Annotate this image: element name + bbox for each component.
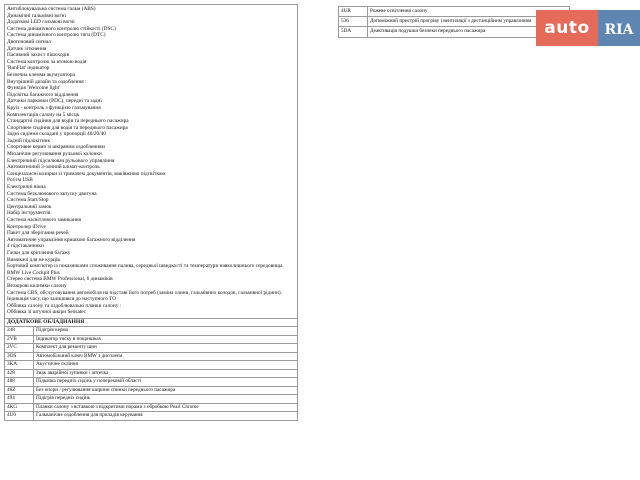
standard-equipment-item: Антиблокувальна система гальм (ABS)	[7, 6, 96, 12]
table-row	[5, 352, 298, 361]
standard-equipment-item: Автоматичний 3-зонний клімат-контроль	[7, 164, 100, 171]
standard-equipment-item: Сонцезахисні козирки зі тримачем документів, маківжною підсвіткою	[7, 170, 166, 177]
watermark-ria-badge	[598, 10, 640, 46]
standard-equipment-item: Спортивне кермо зі шкіряним оздобленням	[7, 144, 105, 151]
optional-equipment-table	[4, 326, 298, 421]
table-row	[5, 344, 298, 353]
auto-ria-watermark	[536, 10, 640, 46]
standard-equipment-item: Стерео система BMW Professional, 6 динаміків	[7, 276, 113, 283]
standard-equipment-item: Функція 'Welcome light'	[7, 85, 61, 92]
option-name: Рожеве освітлення салону	[368, 7, 570, 17]
standard-equipment-item: Оббивка салону та оздоблювальні планки салону :	[7, 302, 122, 309]
standard-equipment-item: Круїз - контроль з функцією гальмування	[7, 104, 101, 111]
ria-logo-icon	[598, 10, 640, 46]
standard-equipment-item: Гачки для кріплення багажу	[7, 249, 71, 256]
option-name: Знак аварійної зупинки і аптечка	[34, 369, 298, 378]
standard-equipment-item: Датчики парковки (PDC), передні та задні	[7, 98, 102, 105]
option-code: 248	[5, 327, 34, 336]
option-code: 428	[5, 369, 34, 378]
standard-equipment-item: Велюрові килимки салону	[7, 282, 67, 289]
standard-equipment-item: 4 підстаканники	[7, 243, 44, 250]
option-code: 3KA	[5, 361, 34, 370]
option-code: 3OS	[5, 352, 34, 361]
standard-equipment-item: Роз'єм USB	[7, 177, 33, 184]
standard-equipment-item: Індикація часу, що залишився до наступного ТО	[7, 296, 117, 303]
option-name: Автомобільний ключ BMW з дисплеєм	[34, 352, 298, 361]
option-code: 5DA	[339, 27, 368, 37]
standard-equipment-item: Система динамічного контролю тяги (DTC)	[7, 32, 106, 39]
standard-equipment-item: Система безключового запуску двигуна	[7, 190, 97, 197]
table-row	[5, 403, 298, 412]
watermark-ria-text: RIA	[604, 22, 634, 38]
standard-equipment-item: Двотоновий сигнал	[7, 38, 51, 45]
standard-equipment-item: Внутрішній дизайн та оздоблення :	[7, 78, 87, 85]
standard-equipment-item: Система динамічного контролю стійкості (DSC)	[7, 25, 116, 32]
standard-equipment-item: Задній підлокітник	[7, 137, 51, 144]
optional-equipment-heading: ДОДАТКОВЕ ОБЛАДНАННЯ	[4, 318, 298, 326]
table-row	[5, 386, 298, 395]
standard-equipment-item: Бортовий комп'ютер із показниками споживання палива, середньої швидкості та температури навколишнього середовища	[7, 263, 283, 270]
table-row	[339, 17, 570, 27]
option-name: Гальванічне оздоблення для приладів керування	[34, 412, 298, 421]
table-row	[5, 369, 298, 378]
option-name: Допоміжний пристрій прогріву і вентиляції з дистанційним управлінням	[368, 17, 570, 27]
option-name: Акустичне скління	[34, 361, 298, 370]
table-row	[5, 378, 298, 387]
standard-equipment-item: Центральний замок	[7, 203, 52, 210]
option-name: Комплект для ремонту шин	[34, 344, 298, 353]
standard-equipment-item: Спортивне сидіння для водія та переднього пасажира	[7, 124, 128, 131]
standard-equipment-item: Механічне регулювання рульової колонки	[7, 151, 102, 158]
standard-equipment-item: Система Start/Stop	[7, 197, 49, 204]
standard-equipment-item: Комплектація салону на 5 місць	[7, 111, 80, 118]
option-name: Підігрів передніх сидінь	[34, 395, 298, 404]
table-row	[5, 361, 298, 370]
option-code: 4KG	[5, 403, 34, 412]
standard-equipment-item: Задні сидіння складані у пропорції 40/20/40	[7, 131, 106, 138]
watermark-auto-text: auto	[536, 10, 598, 46]
standard-equipment-item: 'RunFlat' індикатор	[7, 65, 50, 72]
standard-equipment-item: Набір інструментів	[7, 210, 51, 217]
table-row	[5, 412, 298, 421]
standard-equipment-item: Електричні вікна	[7, 184, 46, 191]
standard-equipment-item: Автоматичне управління кришкою багажного відділення	[7, 236, 136, 243]
option-code: 536	[339, 17, 368, 27]
standard-equipment-list	[4, 4, 298, 318]
option-name: Деактивація подушки безпеки переднього пасажира	[368, 27, 570, 37]
option-name: Планки салону з вставкою з відкритими порами з обробкою Pearl Chrome	[34, 403, 298, 412]
standard-equipment-item: Система CBS, обслуговування автомобіля на підставі його потреб (заміна олини, гальмівних колодок, гальмівної рідини).	[7, 289, 282, 296]
standard-equipment-item: Стандартні сидіння для водія та переднього пасажира	[7, 118, 129, 125]
standard-equipment-item: Система насвітлового замикання	[7, 217, 82, 223]
option-name: Підкачка передніх сидінь у поперековій області	[34, 378, 298, 387]
standard-equipment-item: Контролер iDrive	[7, 223, 46, 230]
table-row	[339, 27, 570, 37]
standard-equipment-item: Електричний підсилювач рульового управління	[7, 157, 115, 164]
standard-equipment-item: Вимикачі для не курців	[7, 256, 60, 263]
option-code: 4UR	[339, 7, 368, 17]
table-row	[5, 327, 298, 336]
standard-equipment-item: Підсвітка багажного відділення	[7, 91, 79, 98]
option-name: Без опори / регулювання ширини спинки переднього пасажира	[34, 386, 298, 395]
option-name: Підігрів керма	[34, 327, 298, 336]
option-code: 2VB	[5, 335, 34, 344]
standard-equipment-item: BMW Live Cockpit Plus	[7, 269, 60, 276]
table-row	[5, 335, 298, 344]
option-code: 2VC	[5, 344, 34, 353]
equipment-document	[4, 4, 298, 421]
standard-equipment-item: Безпечна клемма акумулятора	[7, 71, 75, 78]
standard-equipment-item: Оббивка зі штучної шкіри Sensatec	[7, 309, 86, 316]
option-name: Індикатор тиску в покришках	[34, 335, 298, 344]
option-code: 488	[5, 378, 34, 387]
standard-equipment-item: Динамічні гальмівні вогні	[7, 12, 66, 19]
table-row	[5, 395, 298, 404]
standard-equipment-item: Датчик зіткнення	[7, 45, 47, 52]
option-code: 4U0	[5, 412, 34, 421]
standard-equipment-item: Система контролю за втомою водія	[7, 58, 87, 65]
table-row	[339, 7, 570, 17]
option-code: 48Z	[5, 386, 34, 395]
standard-equipment-item: Додаткові LED гальмові вогні	[7, 19, 75, 26]
option-code: 494	[5, 395, 34, 404]
standard-equipment-item: Пакет для зберігання речей	[7, 230, 69, 237]
standard-equipment-item: Пасивний захист пішоходів	[7, 52, 70, 59]
